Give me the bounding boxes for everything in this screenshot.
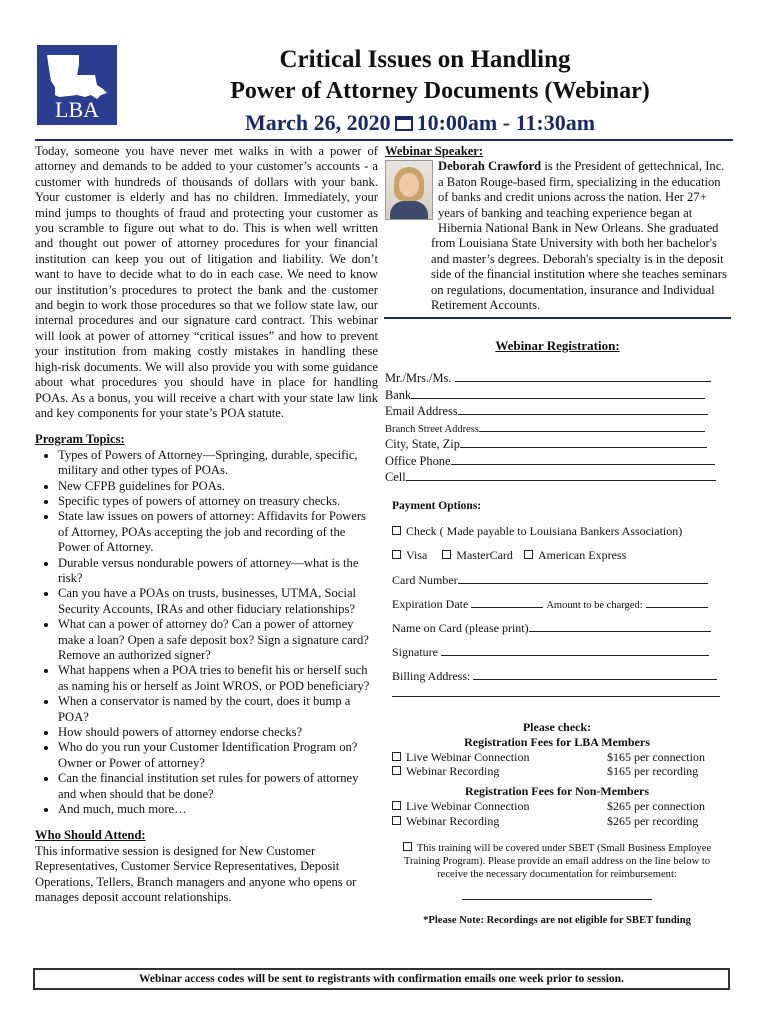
fee-label: Live Webinar Connection bbox=[406, 749, 530, 764]
list-item: • State law issues on powers of attorney: Affidavits for Powers of Attorney, POAs accepting the job and recording of the Power of Attorney. bbox=[58, 509, 378, 555]
mastercard-label: MasterCard bbox=[456, 548, 513, 562]
fee-price: $265 per recording bbox=[607, 813, 699, 828]
header-divider bbox=[35, 139, 733, 141]
bank-field[interactable] bbox=[411, 387, 705, 399]
speaker-section bbox=[385, 144, 730, 313]
non-live-checkbox[interactable] bbox=[392, 801, 401, 810]
speaker-photo bbox=[385, 160, 433, 220]
office-phone-field[interactable] bbox=[451, 453, 715, 465]
payment-options bbox=[392, 500, 727, 709]
visa-label: Visa bbox=[406, 548, 428, 562]
calendar-icon bbox=[395, 116, 413, 131]
lba-fees-heading: Registration Fees for LBA Members bbox=[464, 734, 650, 749]
billing-label: Billing Address: bbox=[392, 669, 471, 683]
footer-notice: Webinar access codes will be sent to registrants with confirmation emails one week prior to session. bbox=[33, 968, 730, 990]
list-item: • New CFPB guidelines for POAs. bbox=[58, 479, 378, 494]
event-date-time bbox=[120, 110, 720, 136]
payment-heading: Payment Options: bbox=[392, 500, 482, 512]
list-item: • Can the financial institution set rules for powers of attorney and when should that be done? bbox=[58, 771, 378, 802]
speaker-bio: is the President of gettechnical, Inc. a Baton Rouge-based firm, specializing in the education of banks and credit unions across the nation. Her 27+ years of banking and teaching experience began at Hibernia National Bank in New Orleans. She graduated from Louisiana State University with both her bachelor's and master’s degrees. Deborah's specialty is in the deposit side of the financial institution where she teaches seminars on regulations, documentation, insurance and Individual Retirement Accounts. bbox=[431, 159, 727, 313]
list-item: • Who do you run your Customer Identification Program on? Owner or Power of attorney? bbox=[58, 740, 378, 771]
list-item: • What can a power of attorney do? Can a power of attorney make a loan? Open a safe deposit box? Sign a signature card? Remove an authorized signer? bbox=[58, 617, 378, 663]
sbet-text: This training will be covered under SBET (Small Business Employee Training Program). Please provide an email address on the line below to receive the necessary documentation for reimbursement: bbox=[403, 843, 712, 880]
name-field[interactable] bbox=[455, 370, 711, 382]
card-number-field[interactable] bbox=[458, 572, 708, 584]
lba-recording-checkbox[interactable] bbox=[392, 766, 401, 775]
registration-fees bbox=[392, 720, 722, 829]
speaker-heading: Webinar Speaker: bbox=[385, 144, 484, 158]
check-label: Check ( Made payable to Louisiana Bankers Association) bbox=[406, 524, 683, 538]
lba-logo bbox=[37, 45, 117, 125]
fee-label: Live Webinar Connection bbox=[406, 798, 530, 813]
mastercard-checkbox[interactable] bbox=[442, 550, 451, 559]
name-on-card-label: Name on Card (please print) bbox=[392, 621, 529, 635]
non-member-fees-heading: Registration Fees for Non-Members bbox=[464, 784, 650, 799]
list-item: • How should powers of attorney endorse checks? bbox=[58, 725, 378, 740]
event-date: March 26, 2020 bbox=[244, 110, 391, 135]
billing-address-field-2[interactable] bbox=[392, 685, 720, 697]
field-label: Email Address bbox=[385, 404, 458, 418]
billing-address-field[interactable] bbox=[473, 668, 717, 680]
expiration-field[interactable] bbox=[471, 596, 543, 608]
field-label: Cell bbox=[385, 470, 406, 484]
email-field[interactable] bbox=[458, 403, 708, 415]
city-state-zip-field[interactable] bbox=[460, 436, 707, 448]
speaker-name: Deborah Crawford bbox=[438, 159, 542, 174]
fee-price: $265 per connection bbox=[607, 798, 705, 813]
signature-field[interactable] bbox=[441, 644, 709, 656]
sbet-email-field[interactable] bbox=[462, 893, 652, 900]
event-time: 10:00am - 11:30am bbox=[416, 110, 596, 135]
street-address-field[interactable] bbox=[479, 420, 705, 432]
fee-price: $165 per connection bbox=[607, 749, 705, 764]
name-on-card-field[interactable] bbox=[529, 620, 711, 632]
page-subtitle: Power of Attorney Documents (Webinar) bbox=[230, 78, 650, 104]
list-item: • What happens when a POA tries to benefit his or herself such as naming his or herself as Joint WROS, or POD beneficiary? bbox=[58, 663, 378, 694]
signature-label: Signature bbox=[392, 645, 438, 659]
program-topics-heading: Program Topics: bbox=[35, 432, 125, 447]
amex-label: American Express bbox=[537, 548, 627, 562]
field-label: Office Phone bbox=[385, 453, 451, 468]
fee-label: Webinar Recording bbox=[406, 764, 500, 779]
lba-live-checkbox[interactable] bbox=[392, 752, 401, 761]
amount-label: Amount to be charged: bbox=[546, 600, 643, 611]
amex-checkbox[interactable] bbox=[524, 550, 533, 559]
list-item: • Durable versus nondurable powers of attorney—what is the risk? bbox=[58, 556, 378, 587]
logo-text: LBA bbox=[55, 97, 99, 122]
check-checkbox[interactable] bbox=[392, 526, 401, 535]
list-item: • And much, much more… bbox=[58, 802, 378, 817]
field-label: Mr./Mrs./Ms. bbox=[385, 371, 452, 385]
page-title: Critical Issues on Handling bbox=[279, 46, 571, 73]
intro-paragraph: Today, someone you have never met walks in with a power of attorney and demands to be added to your customer’s accounts - a customer with hundreds of thousands of dollars with your bank. Your customer is elderly and has no children. Immediately, your mind jumps to thoughts of fraud and protecting your customer as you scramble to figure out what to do. This is when well written and thought out power of attorney procedures for your financial institution can keep you out of litigation and liability. We don’t want to have to decide what to do in each case. We need to know our institution’s procedures to protect the bank and the customer and begin to work those procedures so that we follow state law, our internal procedures and our signature card contract. This webinar will look at power of attorney “critical issues” and how to prevent your institution from making costly mistakes in handling these high-risk documents. We will also provide you with some guidance about what procedures you should have in place for handling POAs. As a bonus, you will receive a chart with your state law link and key components for your state’s POA statute. bbox=[35, 144, 378, 420]
left-column bbox=[35, 144, 378, 906]
sbet-section bbox=[392, 842, 722, 927]
sbet-checkbox[interactable] bbox=[403, 842, 412, 851]
fee-label: Webinar Recording bbox=[406, 813, 500, 828]
amount-field[interactable] bbox=[646, 596, 708, 608]
program-topics-list bbox=[35, 448, 378, 818]
registration-form bbox=[385, 338, 730, 486]
non-recording-checkbox[interactable] bbox=[392, 816, 401, 825]
field-label: City, State, Zip bbox=[385, 437, 460, 451]
list-item: • Specific types of powers of attorney on treasury checks. bbox=[58, 494, 378, 509]
speaker-bio-wrap bbox=[385, 159, 730, 313]
visa-checkbox[interactable] bbox=[392, 550, 401, 559]
field-label: Bank bbox=[385, 387, 412, 402]
section-divider bbox=[384, 317, 731, 319]
field-label: Branch Street Address bbox=[385, 423, 479, 435]
who-should-attend-heading: Who Should Attend: bbox=[35, 828, 146, 843]
card-number-label: Card Number bbox=[392, 573, 458, 587]
list-item: • Types of Powers of Attorney—Springing, durable, specific, military and other types of POAs. bbox=[58, 448, 378, 479]
cell-field[interactable] bbox=[406, 469, 716, 481]
who-should-attend-text: This informative session is designed for New Customer Representatives, Customer Service Representatives, Deposit Operations, Tellers, Branch managers and anyone who opens or manages deposit account relationships. bbox=[35, 843, 357, 905]
list-item: • Can you have a POAs on trusts, businesses, UTMA, Social Security Accounts, IRAs and other fiduciary relationships? bbox=[58, 586, 378, 617]
please-check-label: Please check: bbox=[522, 720, 592, 734]
fee-price: $165 per recording bbox=[607, 764, 699, 779]
list-item: • When a conservator is named by the court, does it bump a POA? bbox=[58, 694, 378, 725]
sbet-note: *Please Note: Recordings are not eligible for SBET funding bbox=[423, 915, 691, 926]
expiration-label: Expiration Date bbox=[392, 597, 469, 611]
registration-heading: Webinar Registration: bbox=[495, 338, 620, 353]
